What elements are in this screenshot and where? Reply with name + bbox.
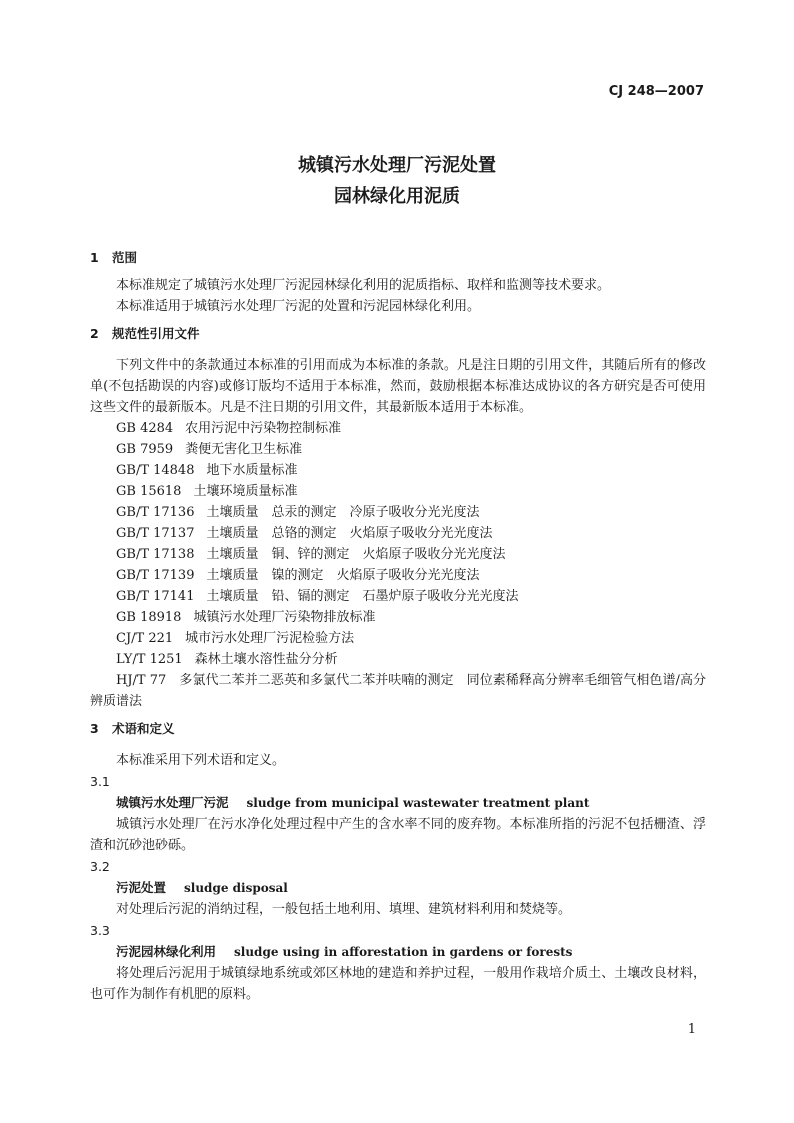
term-entry: [90, 877, 706, 899]
title-line-1: 城镇污水处理厂污泥处置: [298, 155, 496, 176]
paragraph: 本标准规定了城镇污水处理厂污泥园林绿化利用的泥质指标、取样和监测等技术要求。: [116, 278, 611, 293]
term-chinese: 污泥园林绿化利用: [116, 944, 217, 959]
reference-item: [90, 544, 706, 565]
section-title: 术语和定义: [112, 721, 175, 736]
reference-item: [90, 418, 706, 439]
reference-title: 农用污泥中污染物控制标准: [185, 421, 342, 436]
document-body: [90, 247, 706, 1005]
reference-title: 土壤质量 镍的测定 火焰原子吸收分光光度法: [206, 568, 480, 583]
section-heading-scope: [90, 247, 706, 269]
reference-code: GB 7959: [116, 442, 174, 457]
reference-code: GB 15618: [116, 484, 182, 499]
section-title: 规范性引用文件: [112, 326, 200, 341]
reference-code: CJ/T 221: [116, 631, 174, 646]
clause-number: 3.1: [90, 774, 110, 789]
reference-item: [90, 439, 706, 460]
reference-title: 土壤质量 铅、镉的测定 石墨炉原子吸收分光光度法: [206, 589, 519, 604]
term-entry: [90, 792, 706, 814]
document-title: [0, 150, 794, 212]
section-number: 3: [90, 721, 99, 736]
reference-code: GB 18918: [116, 610, 182, 625]
reference-item: [90, 523, 706, 544]
reference-code: GB/T 17141: [116, 589, 195, 604]
reference-title: 土壤质量 铜、锌的测定 火焰原子吸收分光光度法: [206, 547, 506, 562]
reference-item: [90, 565, 706, 586]
reference-code: GB/T 17139: [116, 568, 195, 583]
section-heading-normative-references: [90, 323, 706, 345]
reference-code: GB/T 17138: [116, 547, 195, 562]
clause-number: 3.3: [90, 923, 110, 938]
reference-code: LY/T 1251: [116, 652, 183, 667]
paragraph: 本标准适用于城镇污水处理厂污泥的处置和污泥园林绿化利用。: [116, 299, 481, 314]
reference-code: GB/T 14848: [116, 463, 195, 478]
reference-item: HJ/T 77 多氯代二苯并二恶英和多氯代二苯并呋喃的测定 同位素稀释高分辨率毛细管气相色谱/高分辨质谱法: [90, 673, 706, 709]
term-definition: 城镇污水处理厂在污水净化处理过程中产生的含水率不同的废弃物。本标准所指的污泥不包括栅渣、浮渣和沉砂池砂砾。: [90, 817, 706, 853]
section-number: 2: [90, 326, 99, 341]
reference-item: [90, 502, 706, 523]
reference-title: 土壤质量 总铬的测定 火焰原子吸收分光光度法: [206, 526, 493, 541]
section-heading-terms-and-definitions: [90, 718, 706, 740]
term-chinese: 城镇污水处理厂污泥: [116, 795, 229, 810]
term-entry: [90, 941, 706, 963]
reference-title: 城市污水处理厂污泥检验方法: [185, 631, 355, 646]
reference-item: [90, 649, 706, 670]
reference-code: GB 4284: [116, 421, 174, 436]
paragraph: 本标准采用下列术语和定义。: [116, 753, 286, 768]
reference-title: 粪便无害化卫生标准: [185, 442, 303, 457]
section-title: 范围: [112, 250, 138, 265]
reference-title: 土壤质量 总汞的测定 冷原子吸收分光光度法: [206, 505, 480, 520]
reference-item: [90, 460, 706, 481]
page-number: 1: [687, 1022, 696, 1037]
reference-title: 城镇污水处理厂污染物排放标准: [193, 610, 376, 625]
term-english: sludge disposal: [184, 881, 288, 895]
reference-title: 森林土壤水溶性盐分分析: [194, 652, 338, 667]
paragraph: 下列文件中的条款通过本标准的引用而成为本标准的条款。凡是注日期的引用文件，其随后所有的修改单(不包括勘误的内容)或修订版均不适用于本标准，然而，鼓励根据本标准达成协议的各方研究是否可使用这些文件的最新版本。凡是不注日期的引用文件，其最新版本适用于本标准。: [90, 358, 706, 415]
term-english: sludge from municipal wastewater treatment plant: [246, 796, 590, 810]
reference-item: [90, 628, 706, 649]
reference-item: [90, 607, 706, 628]
reference-code: GB/T 17137: [116, 526, 195, 541]
term-definition: 对处理后污泥的消纳过程，一般包括土地利用、填埋、建筑材料利用和焚烧等。: [116, 902, 572, 917]
clause-number: 3.2: [90, 859, 110, 874]
term-definition: 将处理后污泥用于城镇绿地系统或郊区林地的建造和养护过程，一般用作栽培介质土、土壤改良材料，也可作为制作有机肥的原料。: [90, 966, 706, 1002]
reference-item: [90, 586, 706, 607]
section-number: 1: [90, 250, 99, 265]
standard-code: CJ 248—2007: [608, 84, 704, 99]
term-english: sludge using in afforestation in gardens or forests: [234, 945, 573, 959]
reference-code: GB/T 17136: [116, 505, 195, 520]
reference-title: 地下水质量标准: [206, 463, 298, 478]
reference-title: 土壤环境质量标准: [193, 484, 298, 499]
term-chinese: 污泥处置: [116, 880, 167, 895]
reference-item: [90, 481, 706, 502]
title-line-2: 园林绿化用泥质: [334, 186, 460, 207]
